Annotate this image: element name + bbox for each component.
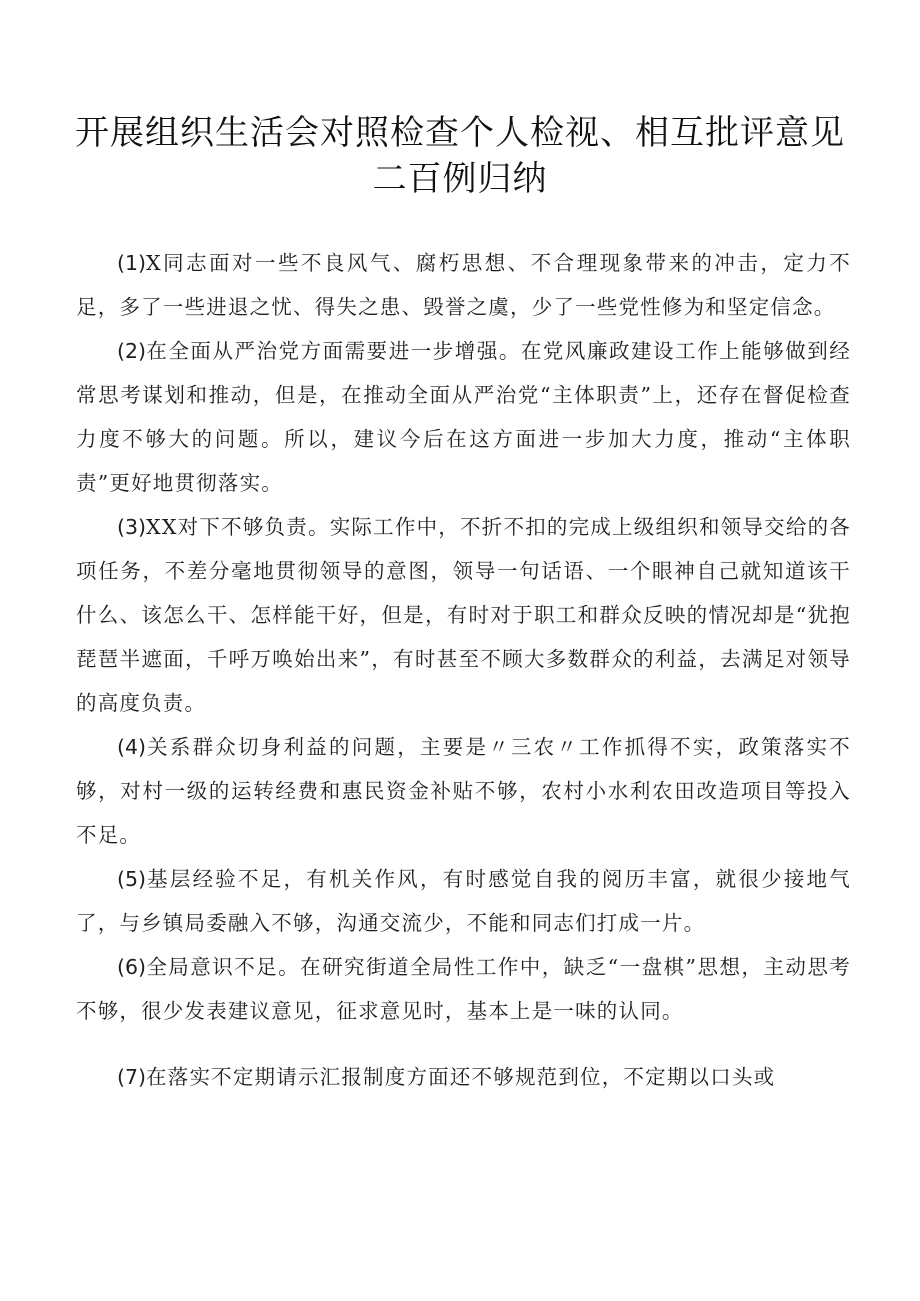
title-line-1: 开展组织生活会对照检查个人检视、相互批评意见 — [75, 113, 845, 153]
paragraph-text: 基层经验不足，有机关作风，有时感觉自我的阅历丰富，就很少接地气了，与乡镇局委融入不够，沟通交流少，不能和同志们打成一片。 — [76, 867, 851, 935]
paragraph-7 — [76, 1055, 851, 1099]
paragraph-number: (4) — [117, 735, 147, 759]
document-body — [76, 241, 851, 1099]
paragraph-number: (5) — [117, 867, 147, 891]
paragraph-text: XX对下不够负责。实际工作中，不折不扣的完成上级组织和领导交给的各项任务，不差分毫地贯彻领导的意图，领导一句话语、一个眼神自己就知道该干什么、该怎么干、怎样能干好，但是，有时对于职工和群众反映的情况却是“犹抱琵琶半遮面，千呼万唤始出来”，有时甚至不顾大多数群众的利益，去满足对领导的高度负责。 — [76, 515, 851, 715]
paragraph-text: 关系群众切身利益的问题，主要是〃三农〃工作抓得不实，政策落实不够，对村一级的运转经费和惠民资金补贴不够，农村小水利农田改造项目等投入不足。 — [76, 735, 851, 847]
paragraph-number: (2) — [117, 339, 147, 363]
paragraph-number: (1) — [117, 251, 147, 275]
paragraph-2 — [76, 329, 851, 505]
title-line-2: 二百例归纳 — [372, 159, 548, 199]
document-title — [60, 110, 860, 202]
paragraph-number: (3) — [117, 515, 147, 539]
paragraph-3 — [76, 505, 851, 725]
paragraph-1 — [76, 241, 851, 329]
paragraph-4 — [76, 725, 851, 857]
paragraph-number: (7) — [117, 1065, 147, 1089]
paragraph-text: X同志面对一些不良风气、腐朽思想、不合理现象带来的冲击，定力不足，多了一些进退之忧、得失之患、毁誉之虞，少了一些党性修为和坚定信念。 — [76, 251, 851, 319]
paragraph-6 — [76, 945, 851, 1033]
paragraph-number: (6) — [117, 955, 147, 979]
paragraph-text: 在落实不定期请示汇报制度方面还不够规范到位，不定期以口头或 — [146, 1065, 776, 1089]
paragraph-text: 全局意识不足。在研究街道全局性工作中，缺乏“一盘棋”思想，主动思考不够，很少发表建议意见，征求意见时，基本上是一味的认同。 — [76, 955, 851, 1023]
paragraph-5 — [76, 857, 851, 945]
paragraph-text: 在全面从严治党方面需要进一步增强。在党风廉政建设工作上能够做到经常思考谋划和推动，但是，在推动全面从严治党“主体职责”上，还存在督促检查力度不够大的问题。所以，建议今后在这方面进一步加大力度，推动“主体职责”更好地贯彻落实。 — [76, 339, 851, 495]
